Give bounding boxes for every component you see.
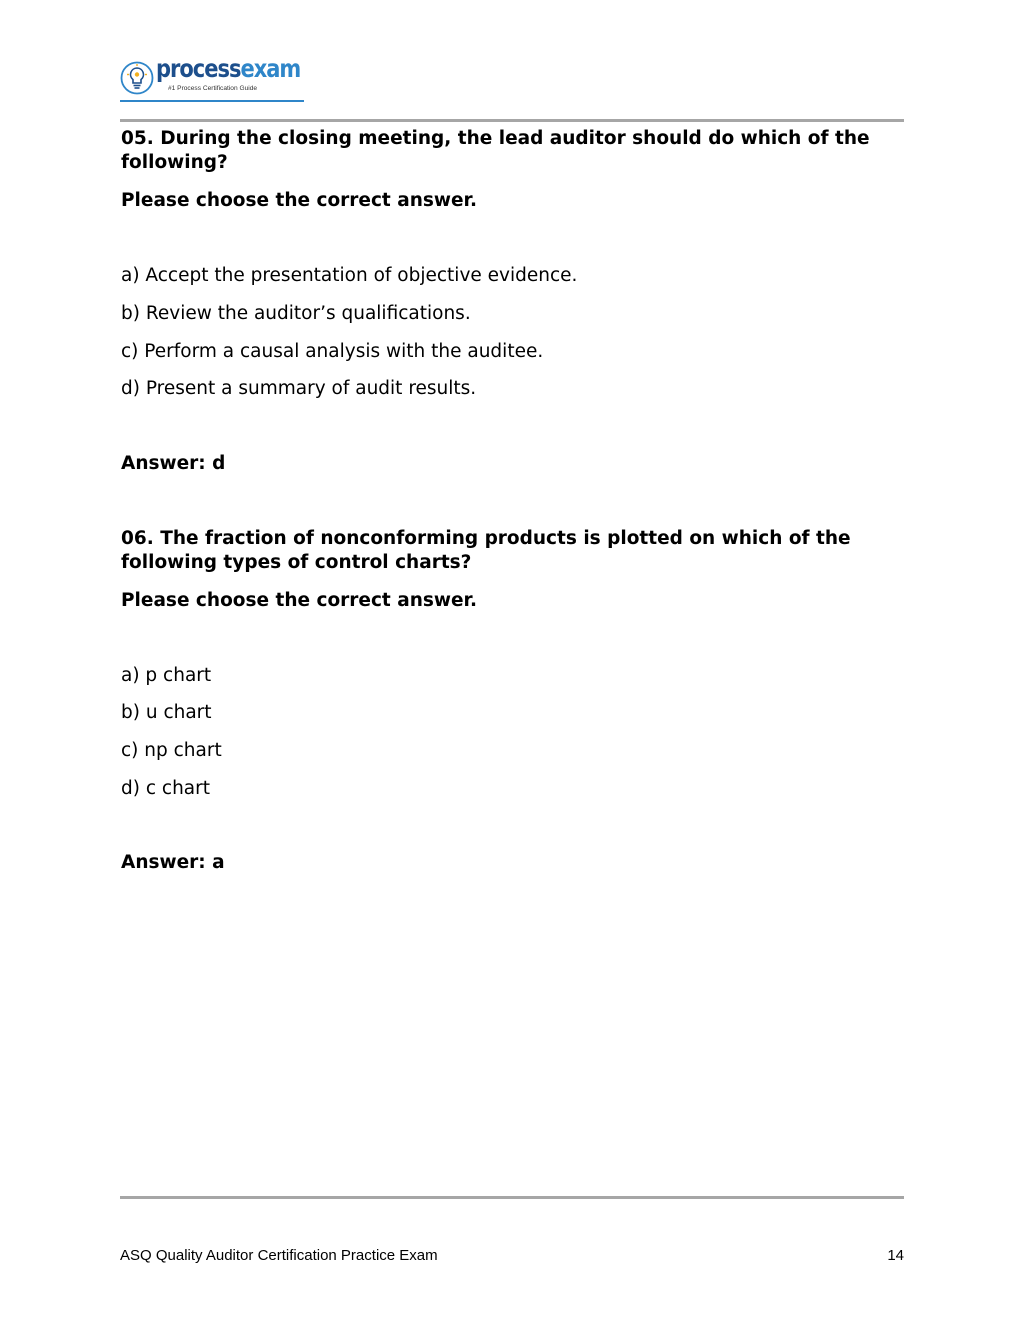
question-05-option-a: a) Accept the presentation of objective evidence. xyxy=(121,265,578,286)
question-06-instruction: Please choose the correct answer. xyxy=(121,590,478,611)
processexam-logo xyxy=(120,54,306,104)
logo-wordmark xyxy=(156,54,300,83)
question-06-title: 06. The fraction of nonconforming products is plotted on which of the following types of control charts? xyxy=(121,528,851,573)
question-06-option-b: b) u chart xyxy=(121,702,212,723)
lightbulb-gear-icon xyxy=(120,61,154,95)
question-06-option-c: c) np chart xyxy=(121,740,222,761)
question-06-option-a: a) p chart xyxy=(121,665,212,686)
question-05-title: 05. During the closing meeting, the lead auditor should do which of the following? xyxy=(121,128,870,173)
question-05-instruction: Please choose the correct answer. xyxy=(121,190,478,211)
header-divider xyxy=(120,119,904,122)
footer-title: ASQ Quality Auditor Certification Practice Exam xyxy=(120,1247,438,1264)
logo-underline xyxy=(120,100,304,102)
question-05-option-c: c) Perform a causal analysis with the auditee. xyxy=(121,341,544,362)
logo-word-process: process xyxy=(156,54,241,83)
question-05-option-b: b) Review the auditor’s qualifications. xyxy=(121,303,471,324)
question-06-answer: Answer: a xyxy=(121,852,225,873)
page-number: 14 xyxy=(887,1247,904,1264)
logo-tagline: #1 Process Certification Guide xyxy=(168,85,258,92)
question-05-option-d: d) Present a summary of audit results. xyxy=(121,378,477,399)
logo-word-exam: exam xyxy=(240,54,301,83)
question-06-option-d: d) c chart xyxy=(121,778,210,799)
question-05-answer: Answer: d xyxy=(121,453,226,474)
footer-divider xyxy=(120,1196,904,1199)
